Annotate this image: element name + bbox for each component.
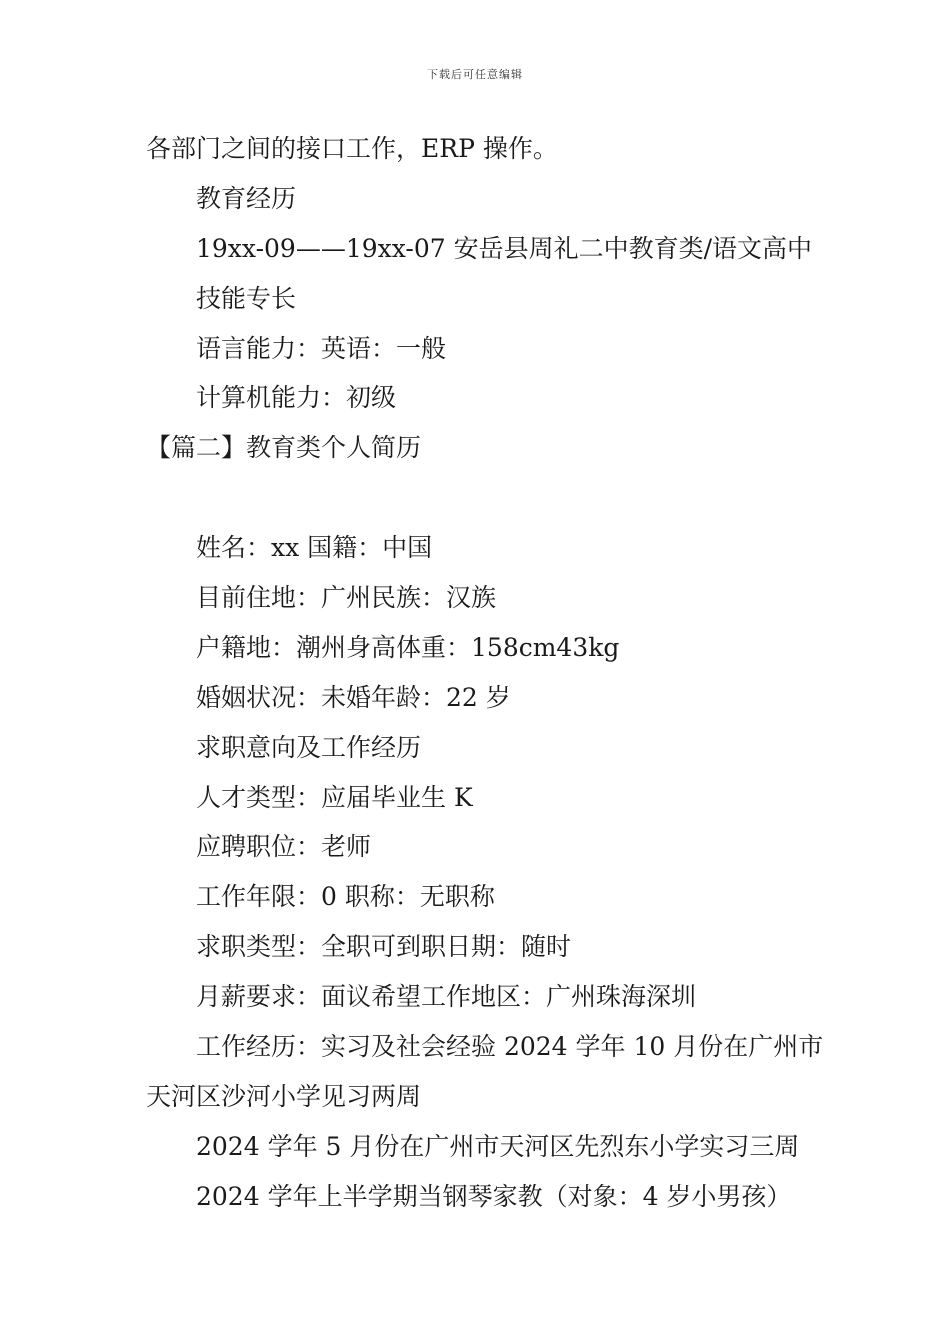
text-line: 语言能力：英语：一般 (196, 333, 447, 363)
section-heading-job-intent: 求职意向及工作经历 (196, 732, 422, 762)
text-line: 姓名：xx 国籍：中国 (196, 533, 433, 563)
text-line: 求职类型：全职可到职日期：随时 (196, 932, 572, 962)
document-body (146, 127, 824, 1225)
text-line: 工作年限：0 职称：无职称 (196, 882, 495, 912)
text-line: 月薪要求：面议希望工作地区：广州珠海深圳 (196, 982, 697, 1012)
text-line: 19xx-09——19xx-07 安岳县周礼二中教育类/语文高中 (196, 233, 813, 263)
section-title: 【篇二】教育类个人简历 (146, 433, 422, 463)
text-line: 天河区沙河小学见习两周 (146, 1081, 422, 1111)
text-line: 2024 学年上半学期当钢琴家教（对象：4 岁小男孩） (196, 1181, 792, 1211)
text-line: 2024 学年 5 月份在广州市天河区先烈东小学实习三周 (196, 1131, 800, 1161)
section-heading-skills: 技能专长 (196, 283, 297, 313)
text-line: 婚姻状况：未婚年龄：22 岁 (196, 682, 511, 712)
blank-line (146, 476, 806, 526)
text-line: 目前住地：广州民族：汉族 (196, 583, 497, 613)
text-line: 人才类型：应届毕业生 K (196, 782, 473, 812)
text-line: 工作经历：实习及社会经验 2024 学年 10 月份在广州市 (196, 1032, 824, 1062)
text-line: 应聘职位：老师 (196, 832, 372, 862)
text-line: 户籍地：潮州身高体重：158cm43kg (196, 632, 620, 662)
page-header: 下载后可任意编辑 (427, 68, 523, 81)
section-heading-education: 教育经历 (196, 183, 297, 213)
text-line: 计算机能力：初级 (196, 383, 397, 413)
text-line: 各部门之间的接口工作，ERP 操作。 (146, 134, 558, 163)
